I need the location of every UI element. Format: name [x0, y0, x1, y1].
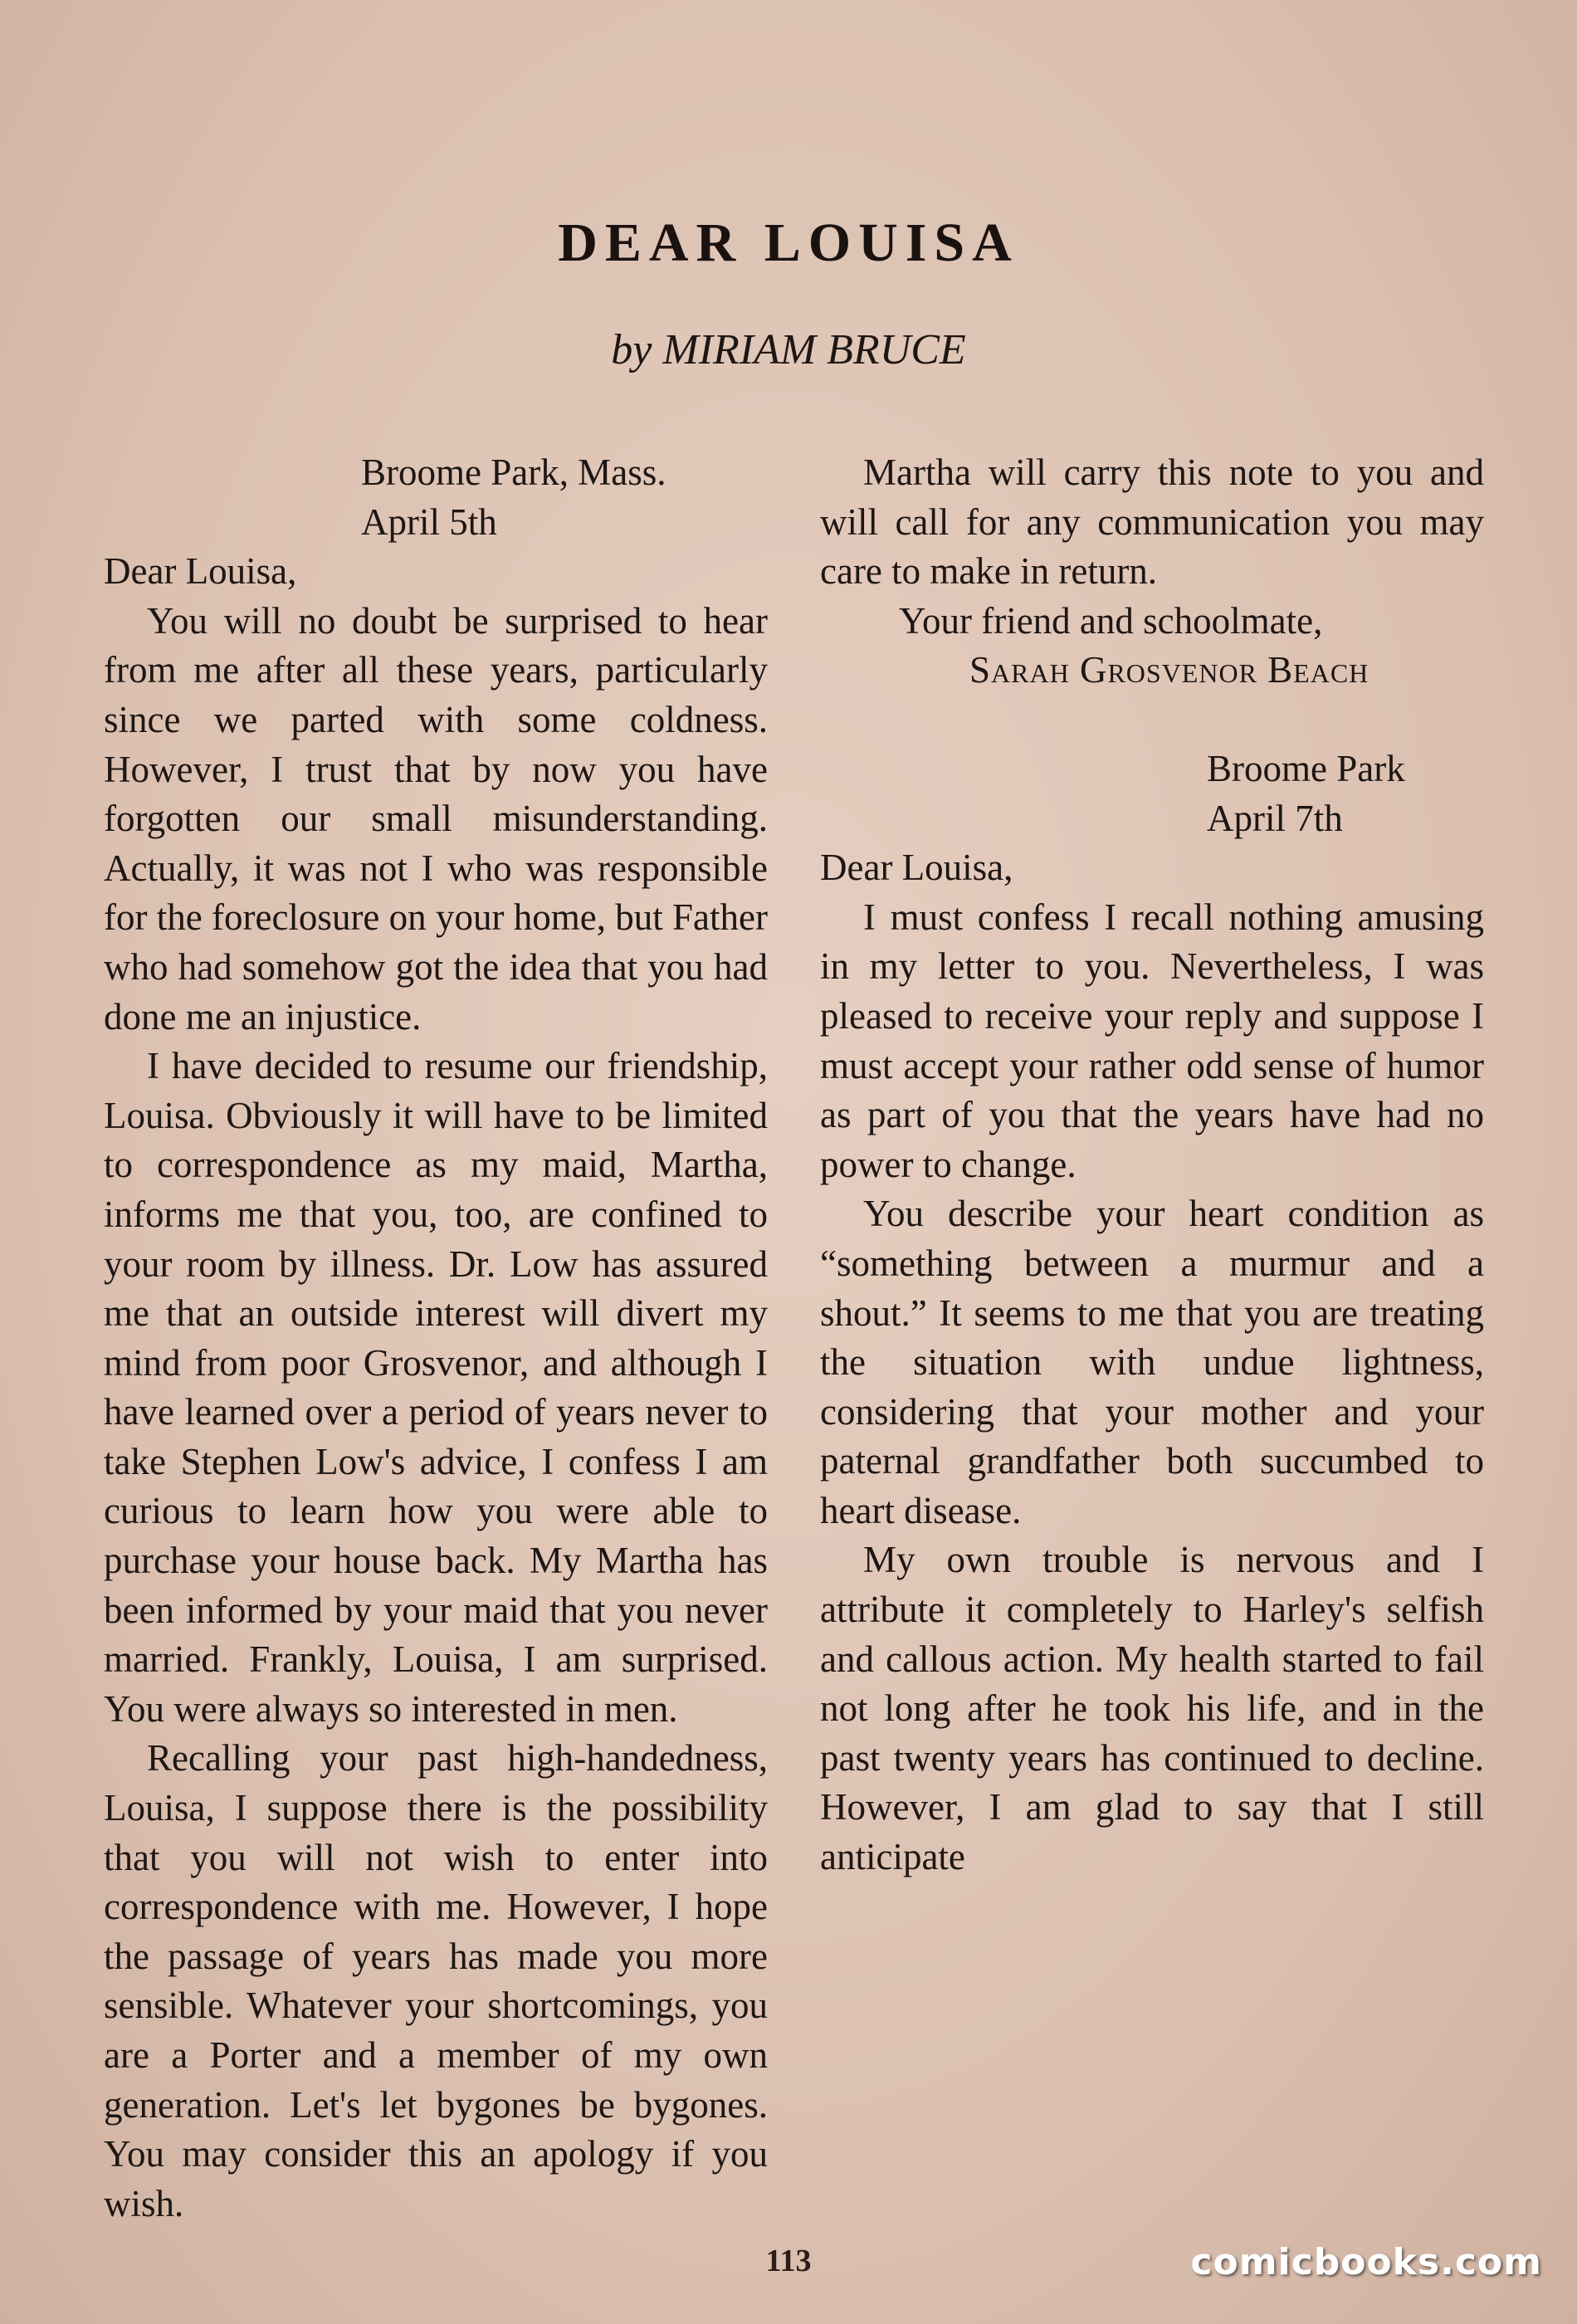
letter2-salutation: Dear Louisa,	[820, 847, 1013, 889]
story-title: DEAR LOUISA	[558, 212, 1019, 273]
letter2-paragraph: I must confess I recall nothing amusing in my letter to you. Nevertheless, I was pleased to receive your reply and suppose I must accept your rather odd sense of humor as part of you that the years have had no power to change.	[820, 896, 1484, 1185]
letter1-paragraph: I have decided to resume our friendship, Louisa. Obviously it will have to be limited to correspondence as my maid, Martha, informs me that you, too, are confined to your room by illness. Dr. Low has assured me that an outside interest will divert my mind from poor Grosvenor, and although I have learned over a period of years never to take Stephen Low's advice, I confess I am curious to learn how you were able to purchase your house back. My Martha has been informed by your maid that you never married. Frankly, Louisa, I am surprised. You were always so interested in men.	[104, 1045, 768, 1730]
page-number: 113	[765, 2243, 812, 2278]
letter2-paragraph: My own trouble is nervous and I attribute it completely to Harley's selfish and callous action. My health started to fail not long after he took his life, and in the past twenty years has continued to decline. However, I am glad to say that I still anticipate	[820, 1539, 1484, 1878]
letter1-address-line1: Broome Park, Mass.	[361, 452, 666, 493]
letter1-address-line2: April 5th	[361, 500, 497, 543]
story-byline: by MIRIAM BRUCE	[611, 326, 966, 374]
letter-separator	[820, 696, 1484, 745]
letter1-paragraph: Recalling your past high-handedness, Louisa, I suppose there is the possibility that you will not wish to enter into correspondence with me. However, I hope the passage of years has made you more sensible. Whatever your shortcomings, you are a Porter and a member of my own generation. Let's let bygones be bygones. You may consider this an apology if you wish.	[104, 1737, 768, 2224]
left-column	[104, 448, 768, 2229]
letter1-signature: Sarah Grosvenor Beach	[969, 649, 1370, 691]
letter2-paragraph: You describe your heart condition as “something between a murmur and a shout.” It seems to me that you are treating the situation with undue lightness, considering that your mother and your paternal grandfather both succumbed to heart disease.	[820, 1193, 1484, 1531]
letter1-paragraph: You will no doubt be surprised to hear from me after all these years, particularly since we parted with some coldness. However, I trust that by now you have forgotten our small misunderstanding. Actually, it was not I who was responsible for the foreclosure on your home, but Father who had somehow got the idea that you had done me an injustice.	[104, 599, 768, 1038]
letter2-address-line1: Broome Park	[1207, 747, 1405, 789]
right-column	[820, 448, 1484, 1882]
letter1-salutation: Dear Louisa,	[104, 550, 297, 593]
letter1-closing: Your friend and schoolmate,	[899, 599, 1323, 642]
letter2-address-line2: April 7th	[1207, 797, 1343, 839]
letter1-paragraph: Martha will carry this note to you and will call for any communication you may care to make in return.	[820, 452, 1484, 593]
site-watermark: comicbooks.com	[1190, 2241, 1542, 2283]
